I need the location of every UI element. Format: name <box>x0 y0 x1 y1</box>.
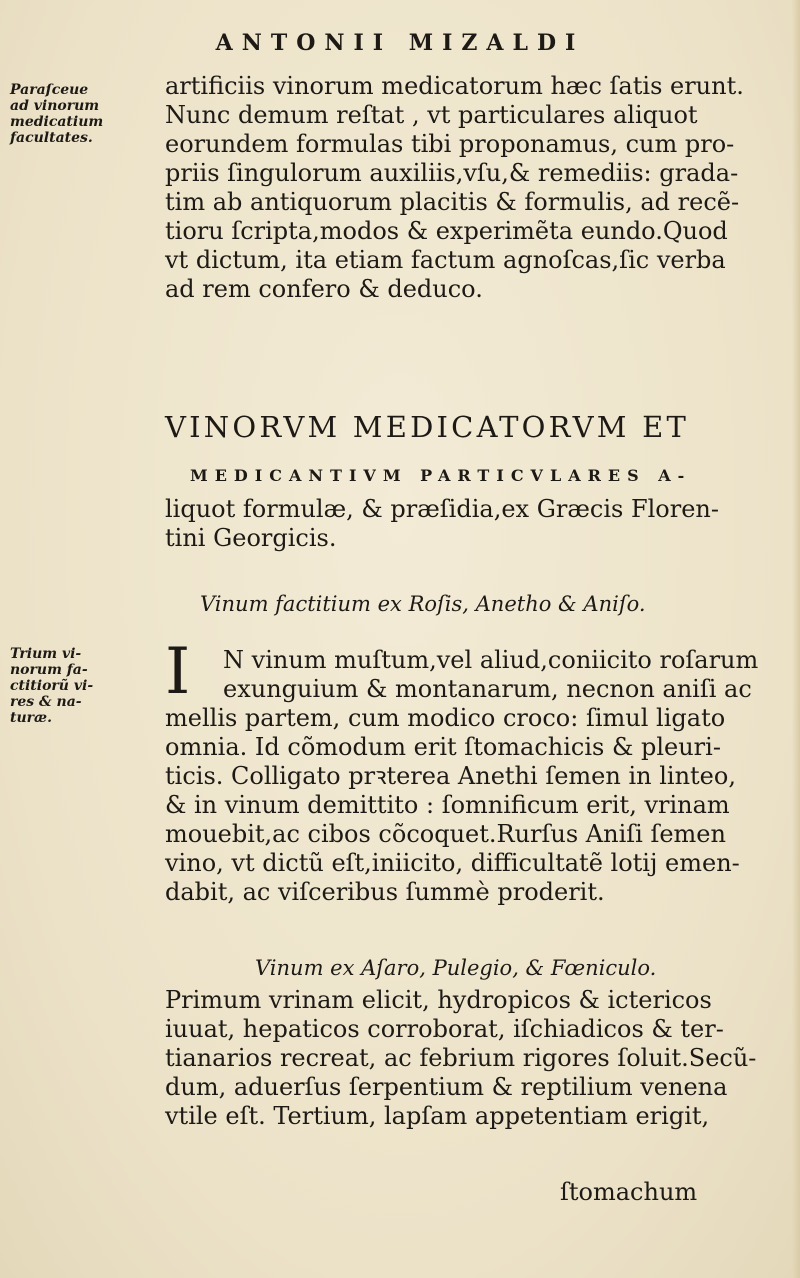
recipe-title-1: Vinum factitium ex Roſis, Anetho & Aniſo. <box>200 592 646 616</box>
text-line: eorundem formulas tibi proponamus, cum pro- <box>165 130 735 158</box>
text-line: priis ſingulorum auxiliis,vſu,& remediis: grada- <box>165 159 739 187</box>
margin-note-trium-vinorum <box>10 646 160 726</box>
text-line: mellis partem, cum modico croco: ſimul ligato <box>165 704 726 732</box>
page-gutter-shadow <box>792 0 800 1278</box>
text-line: exunguium & montanarum, necnon aniſi ac <box>223 675 752 703</box>
drop-capital: I <box>165 635 191 709</box>
margin-note-line: Trium vi- <box>10 646 82 662</box>
text-line: iuuat, hepaticos corroborat, iſchiadicos & ter- <box>165 1015 724 1043</box>
catchword: ſtomachum <box>560 1178 698 1206</box>
text-line: mouebit,ac cibos cõcoquet.Rurſus Aniſi ſemen <box>165 820 726 848</box>
margin-note-line: medicatium <box>10 114 104 130</box>
text-line: tianarios recreat, ac febrium rigores ſoluit.Secũ- <box>165 1044 757 1072</box>
text-line: tim ab antiquorum placitis & formulis, ad recẽ- <box>165 188 740 216</box>
running-head: ANTONII MIZALDI <box>215 30 585 56</box>
margin-note-line: norum fa- <box>10 662 88 678</box>
margin-note-line: ad vinorum <box>10 98 100 114</box>
margin-note-line: turæ. <box>10 710 52 726</box>
margin-note-line: res & na- <box>10 694 82 710</box>
text-line: vino, vt dictũ eſt,iniicito, difficultatẽ lotij emen- <box>165 849 740 877</box>
text-line: tini Georgicis. <box>165 524 337 552</box>
margin-note-paraskeue <box>10 82 160 146</box>
text-line: & in vinum demittito : ſomnificum erit, vrinam <box>165 791 730 819</box>
text-line: Primum vrinam elicit, hydropicos & ictericos <box>165 986 712 1014</box>
text-line: omnia. Id cõmodum erit ſtomachicis & pleuri- <box>165 733 721 761</box>
text-line: liquot formulæ, & præſidia,ex Græcis Floren- <box>165 495 719 523</box>
section-title: VINORVM MEDICATORVM ET <box>165 410 690 444</box>
section-subtitle-continuation <box>165 495 775 553</box>
text-line: vtile eſt. Tertium, lapſam appetentiam erigit, <box>165 1102 710 1130</box>
text-line: dabit, ac viſceribus ſummè proderit. <box>165 878 605 906</box>
section-subtitle: MEDICANTIVM PARTICVLARES A- <box>190 466 692 485</box>
text-line: N vinum muſtum,vel aliud,coniicito roſarum <box>223 646 759 674</box>
margin-note-line: Paraſceue <box>10 82 89 98</box>
recipe-title-2: Vinum ex Aſaro, Pulegio, & Fœniculo. <box>255 956 657 980</box>
recipe-1-paragraph <box>165 646 770 907</box>
intro-paragraph <box>165 72 770 304</box>
text-line: dum, aduerſus ſerpentium & reptilium venena <box>165 1073 728 1101</box>
text-line: ad rem confero & deduco. <box>165 275 483 303</box>
text-line: Nunc demum reſtat , vt particulares aliquot <box>165 101 698 129</box>
recipe-2-paragraph <box>165 986 770 1131</box>
text-line: artificiis vinorum medicatorum hæc ſatis erunt. <box>165 72 744 100</box>
margin-note-line: ctitiorũ vi- <box>10 678 94 694</box>
text-line: tioru ſcripta,modos & experimẽta eundo.Quod <box>165 217 728 245</box>
text-line: ticis. Colligato prꝛterea Anethi ſemen in linteo, <box>165 762 736 790</box>
margin-note-line: facultates. <box>10 130 93 146</box>
text-line: vt dictum, ita etiam factum agnoſcas,ſic verba <box>165 246 726 274</box>
